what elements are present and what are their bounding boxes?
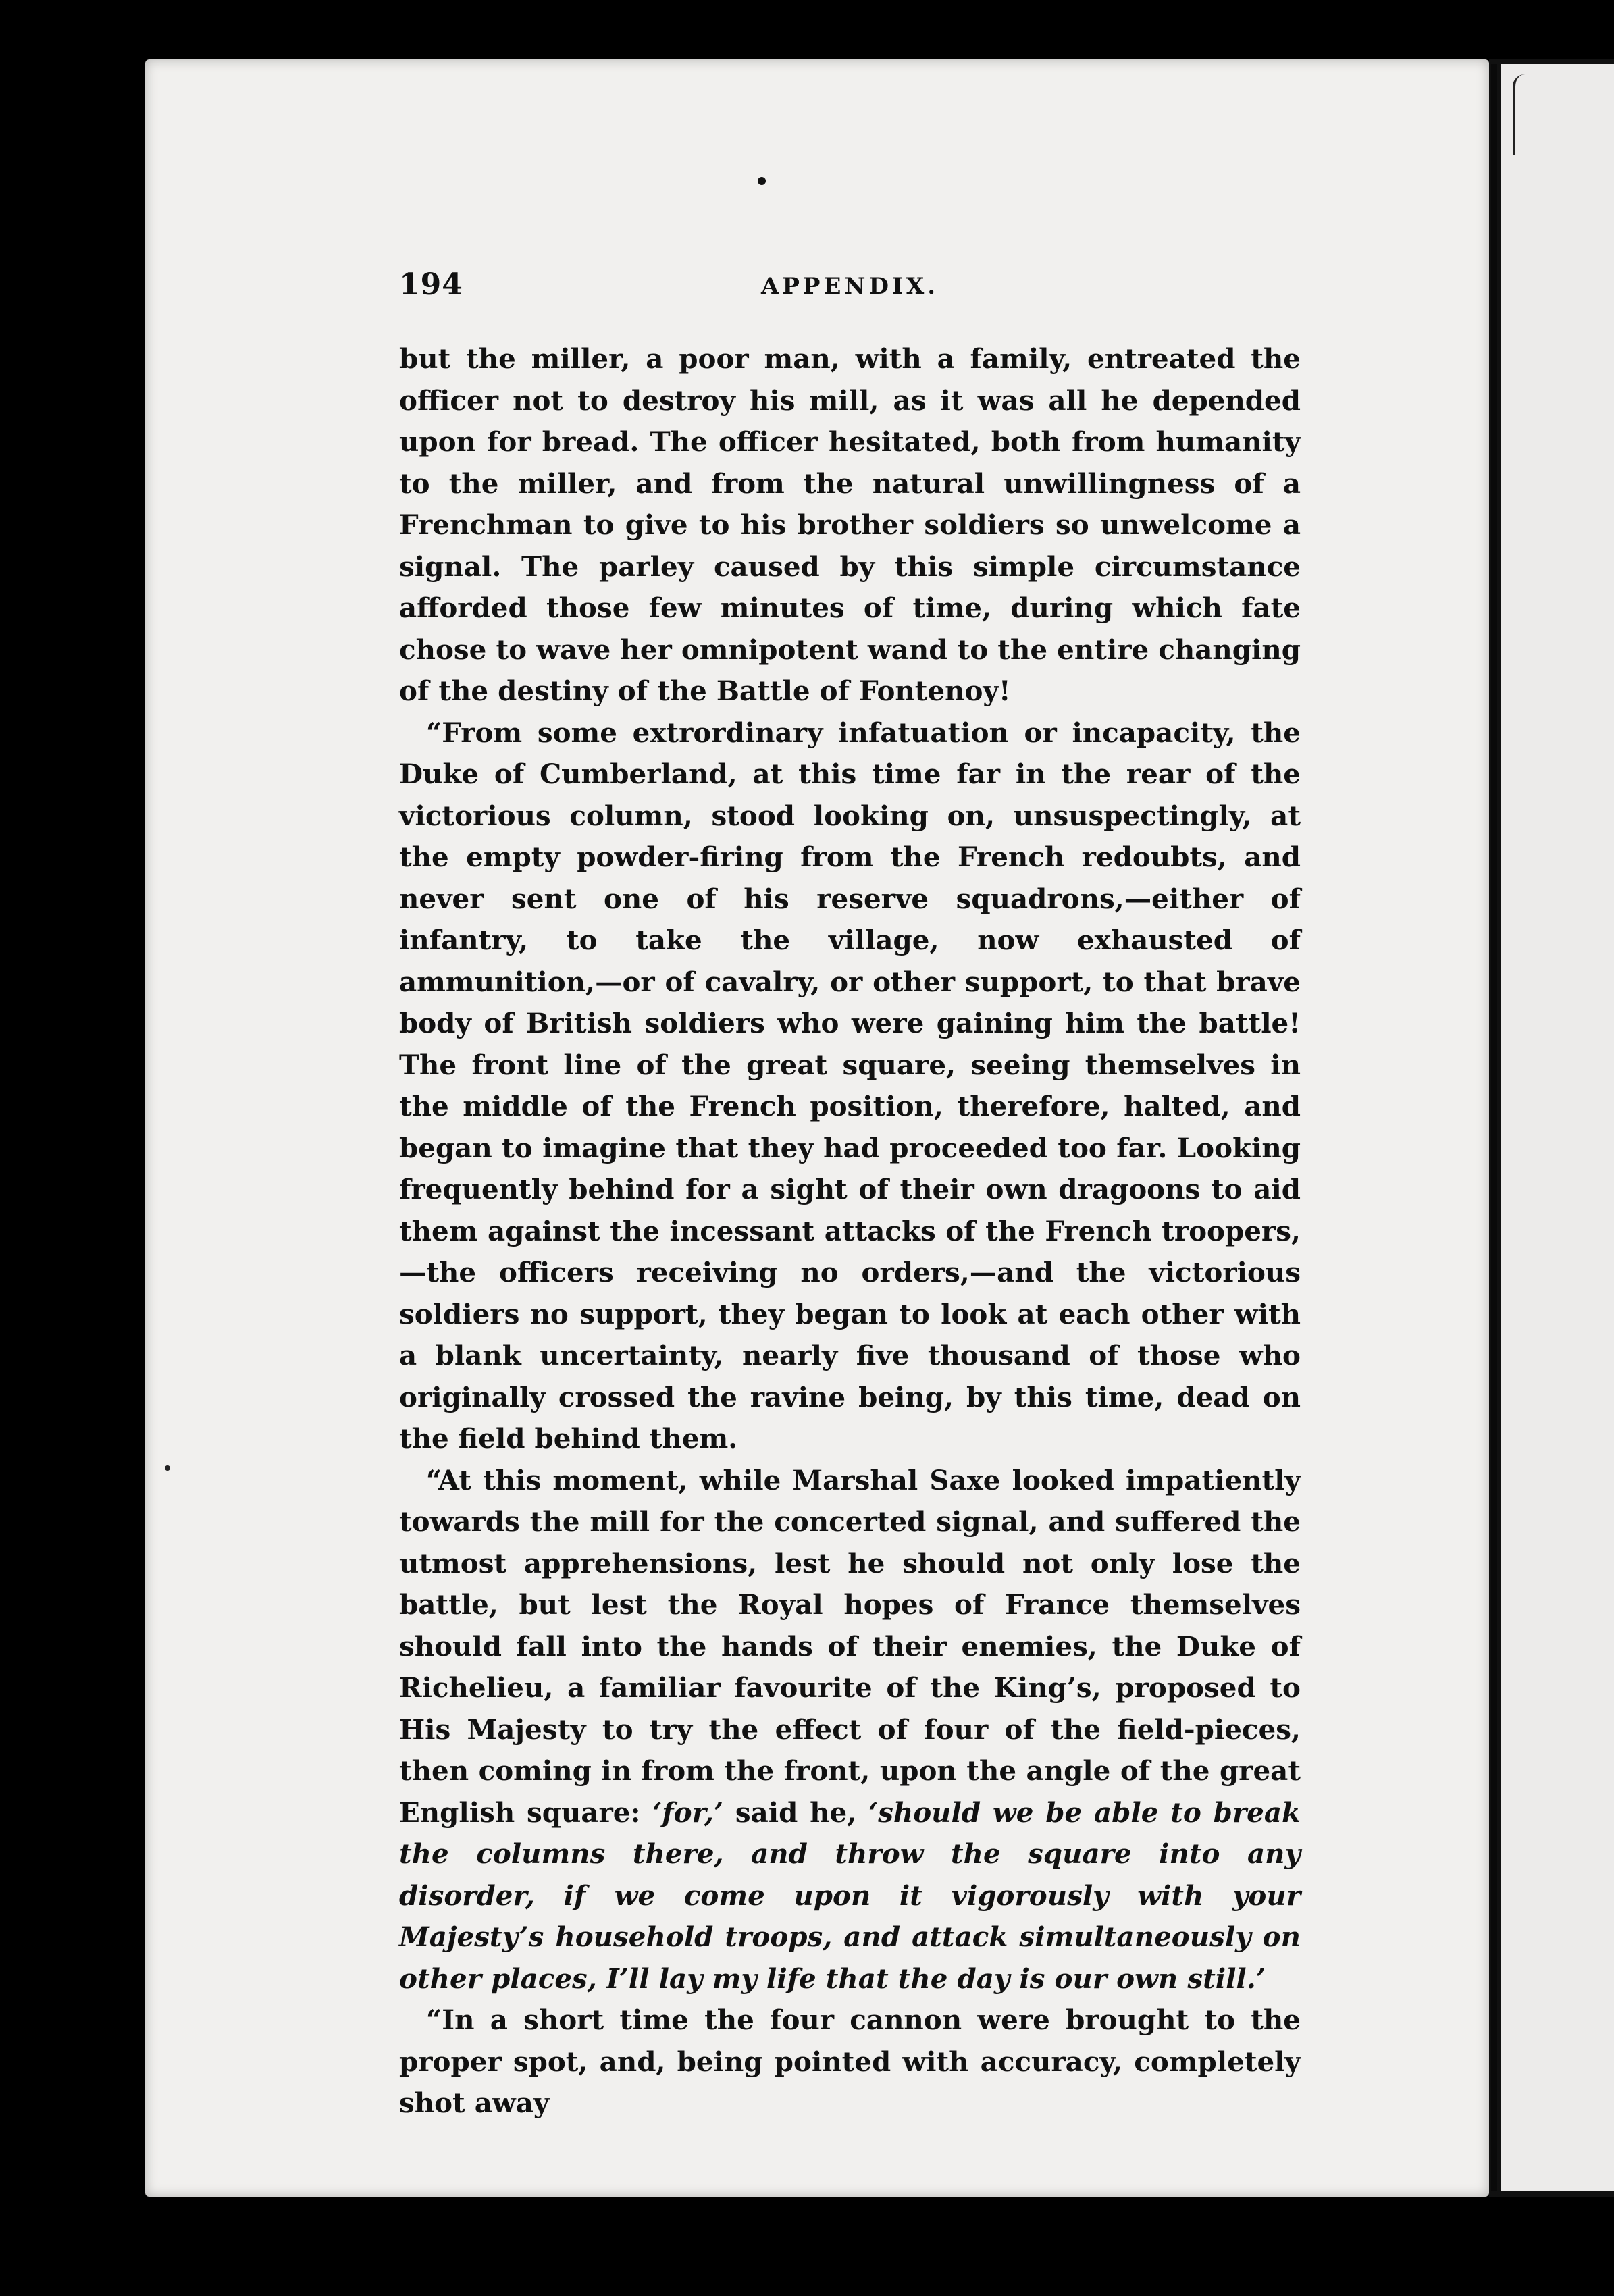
page-header <box>399 267 1301 315</box>
adjacent-page-mark <box>1513 74 1525 155</box>
paragraph-2: “From some extrordinary infatuation or incapacity, the Duke of Cumberland, at this time far in the rear of the victorious column, stood looking on, unsuspectingly, at the empty powder-firing from the French redoubts, and never sent one of his reserve squadrons,—either of infantry, to take the village, now exhausted of ammunition,—or of cavalry, or other support, to that brave body of British soldiers who were gaining him the battle! The front line of the great square, seeing themselves in the middle of the French position, therefore, halted, and began to imagine that they had proceeded too far. Looking frequently behind for a sight of their own dragoons to aid them against the incessant attacks of the French troopers,—the officers receiving no orders,—and the victorious soldiers no support, they began to look at each other with a blank uncertainty, nearly five thousand of those who originally crossed the ravine being, by this time, dead on the field behind them. <box>399 716 1301 1455</box>
ink-dot <box>758 177 766 185</box>
binding-shadow <box>1491 64 1497 2191</box>
running-head: APPENDIX. <box>760 273 939 300</box>
paragraph-1: but the miller, a poor man, with a family, entreated the officer not to destroy his mill, as it was all he depended upon for bread. The officer hesitated, both from humanity to the miller, and from the natural unwillingness of a Frenchman to give to his brother soldiers so unwelcome a signal. The parley caused by this simple circumstance afforded those few minutes of time, during which fate chose to wave her omnipotent wand to the entire changing of the destiny of the Battle of Fontenoy! <box>399 342 1301 707</box>
page-number: 194 <box>399 267 463 302</box>
paragraph-3-said: said he, <box>723 1796 869 1829</box>
ink-speck <box>165 1465 170 1471</box>
paragraph-3 <box>399 1460 1301 2000</box>
paragraph-3-quote: ‘should we be able to break the columns there, and throw the square into any disorder, if we come upon it vigorously with your Majesty’s household troops, and attack simultaneously on other places, I’ll lay my life that the day is our own still.’ <box>399 1796 1301 1995</box>
body-text <box>399 338 1301 2124</box>
paragraph-3-for: ‘for,’ <box>652 1796 724 1829</box>
paragraph-4: “In a short time the four cannon were brought to the proper spot, and, being pointed with accuracy, completely shot away <box>399 2004 1301 2119</box>
adjacent-page <box>1501 64 1614 2191</box>
paragraph-3-text: “At this moment, while Marshal Saxe looked impatiently towards the mill for the concerted signal, and suffered the utmost apprehensions, lest he should not only lose the battle, but lest the Royal hopes of France themselves should fall into the hands of their enemies, the Duke of Richelieu, a familiar favourite of the King’s, proposed to His Majesty to try the effect of four of the field-pieces, then coming in from the front, upon the angle of the great English square: <box>399 1463 1301 1829</box>
